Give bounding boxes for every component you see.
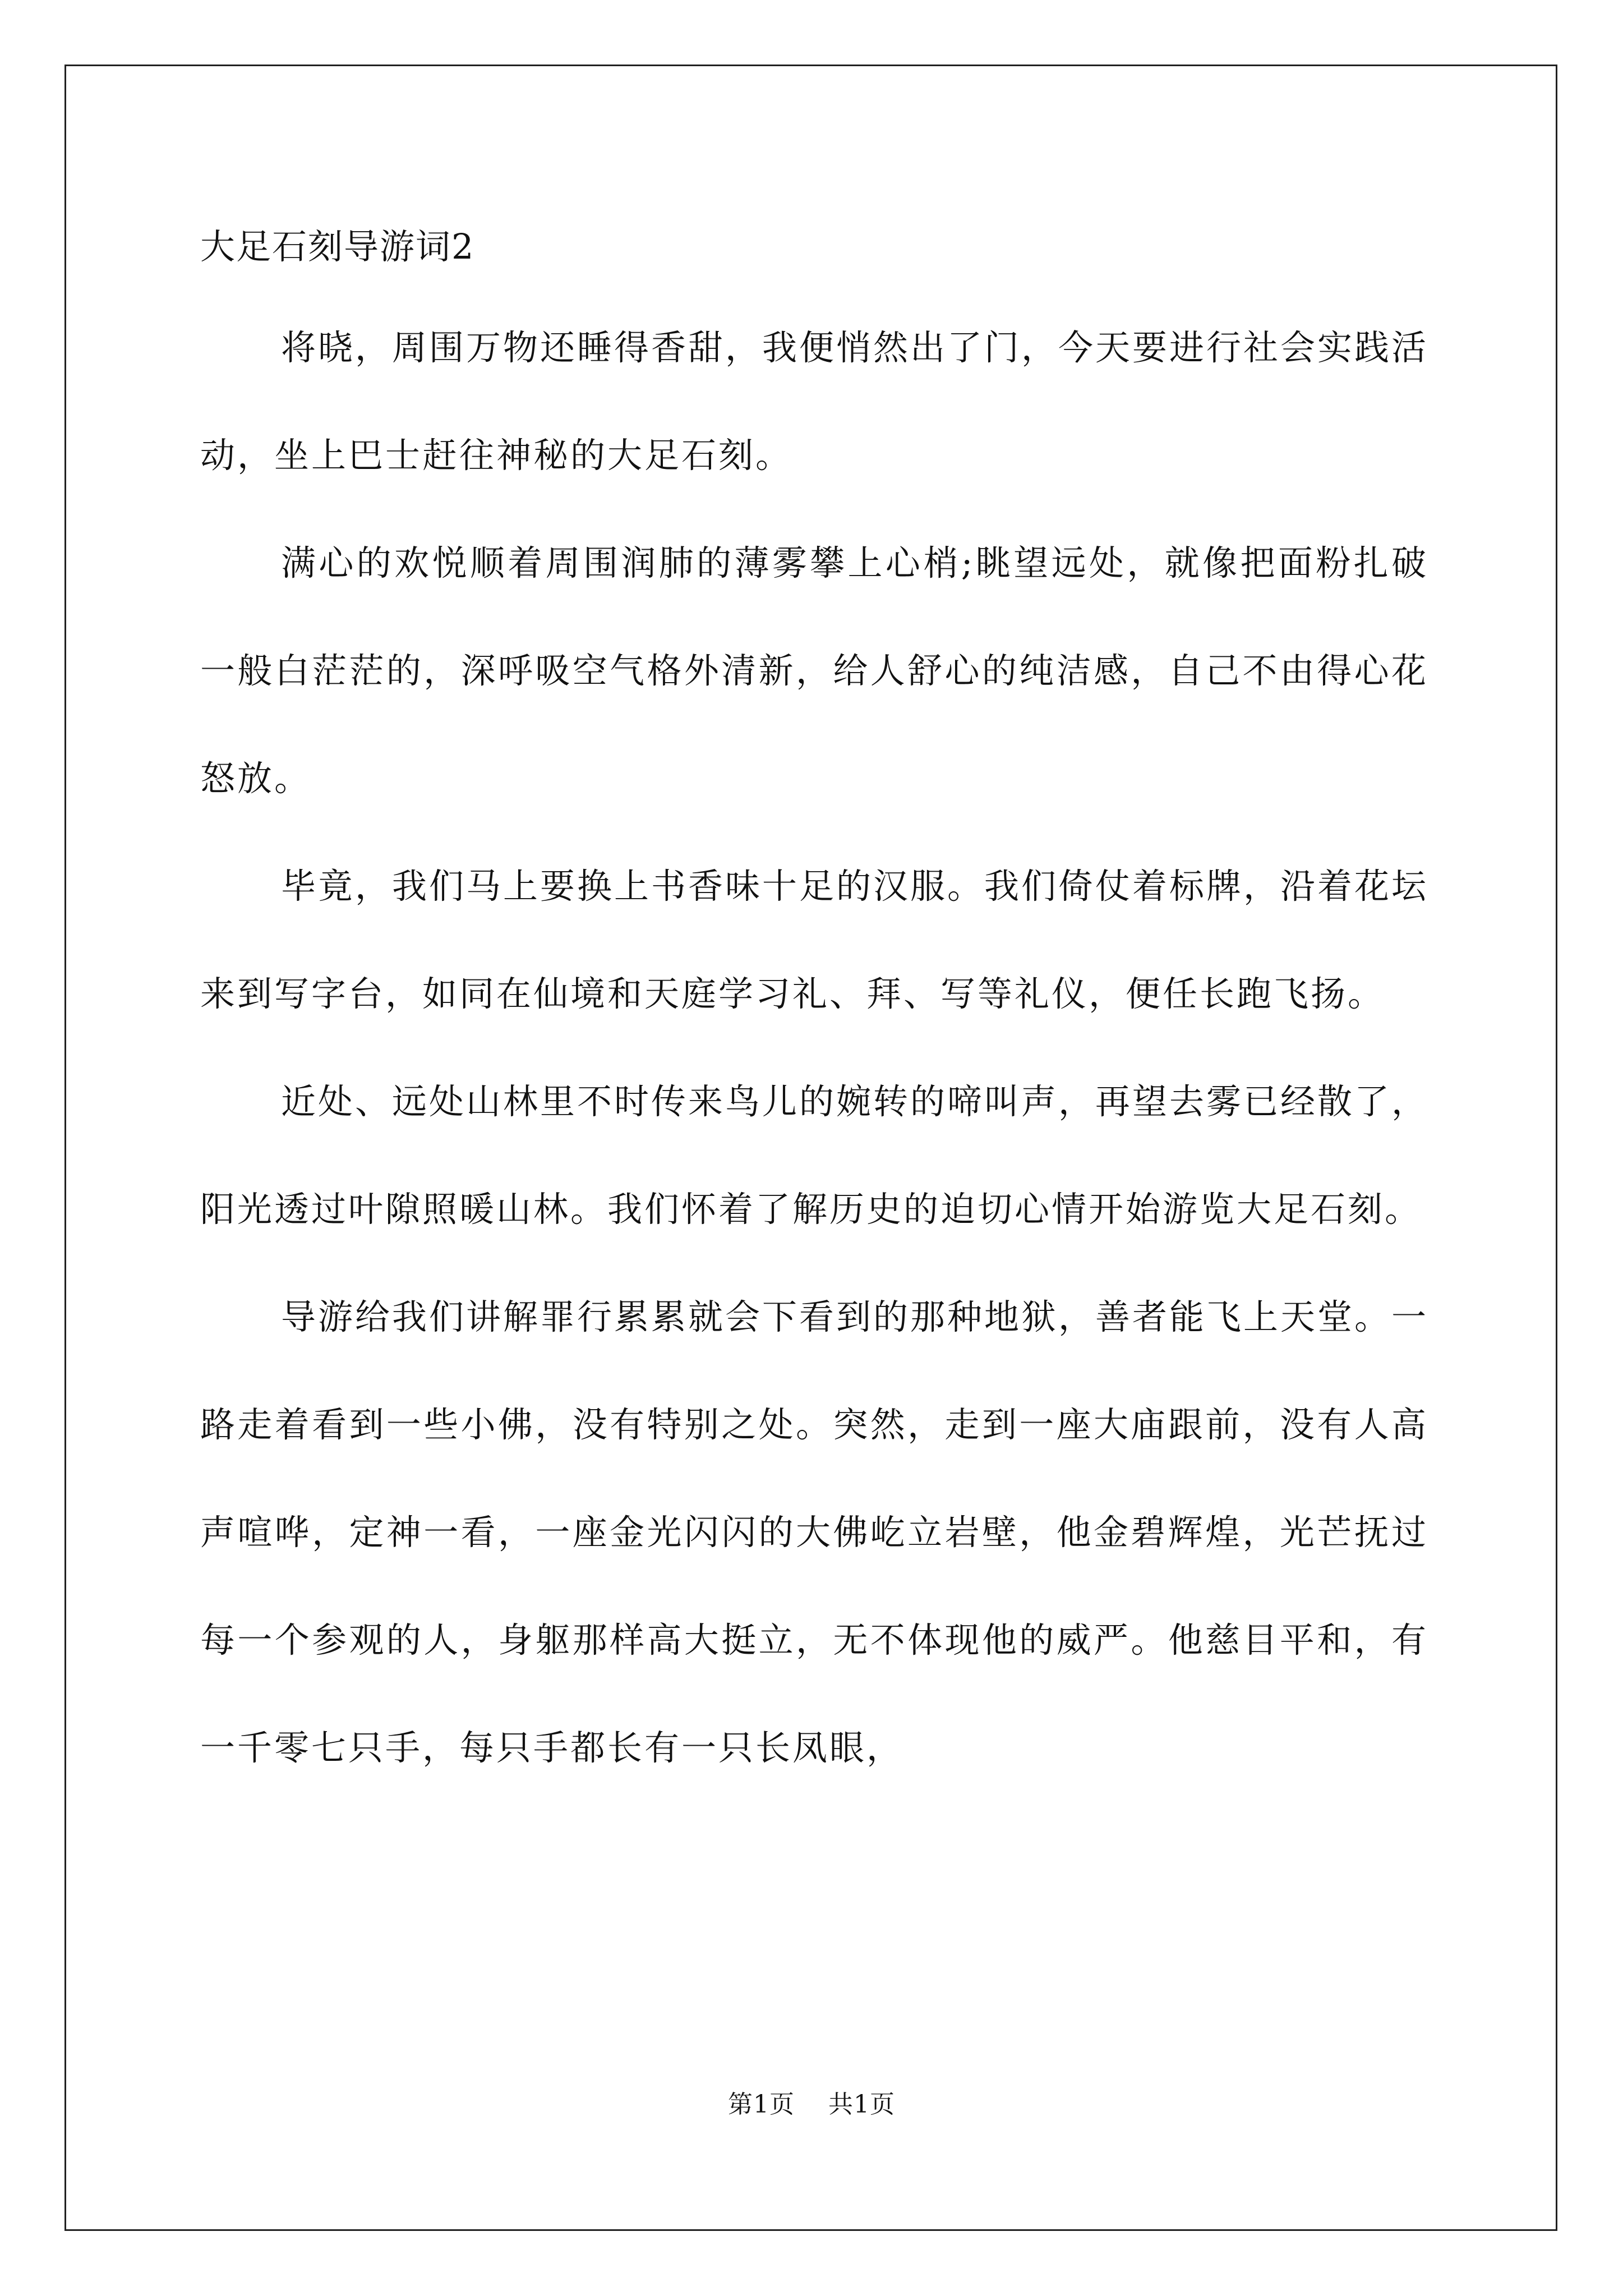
paragraph-1: 将晓，周围万物还睡得香甜，我便悄然出了门，今天要进行社会实践活动，坐上巴士赶往神秘的大足石刻。 [200, 327, 1429, 476]
paragraph-5: 导游给我们讲解罪行累累就会下看到的那种地狱，善者能飞上天堂。一路走着看到一些小佛，没有特别之处。突然，走到一座大庙跟前，没有人高声喧哗，定神一看，一座金光闪闪的大佛屹立岩壁，他金碧辉煌，光芒抚过每一个参观的人，身躯那样高大挺立，无不体现他的威严。他慈目平和，有一千零七只手，每只手都长有一只长凤眼， [200, 1296, 1429, 1768]
document-body [200, 222, 1428, 1802]
paragraph-2: 满心的欢悦顺着周围润肺的薄雾攀上心梢;眺望远处，就像把面粉扎破一般白茫茫的，深呼吸空气格外清新，给人舒心的纯洁感，自己不由得心花怒放。 [200, 542, 1428, 799]
paragraph-3: 毕竟，我们马上要换上书香味十足的汉服。我们倚仗着标牌，沿着花坛来到写字台，如同在仙境和天庭学习礼、拜、写等礼仪，便任长跑飞扬。 [200, 866, 1429, 1014]
document-title: 大足石刻导游词2 [200, 226, 475, 267]
paragraph-4: 近处、远处山林里不时传来鸟儿的婉转的啼叫声，再望去雾已经散了，阳光透过叶隙照暖山林。我们怀着了解历史的迫切心情开始游览大足石刻。 [200, 1081, 1429, 1230]
page-number: 第1页 [728, 2090, 795, 2119]
page-footer [0, 2088, 1623, 2122]
page-total: 共1页 [828, 2090, 895, 2119]
